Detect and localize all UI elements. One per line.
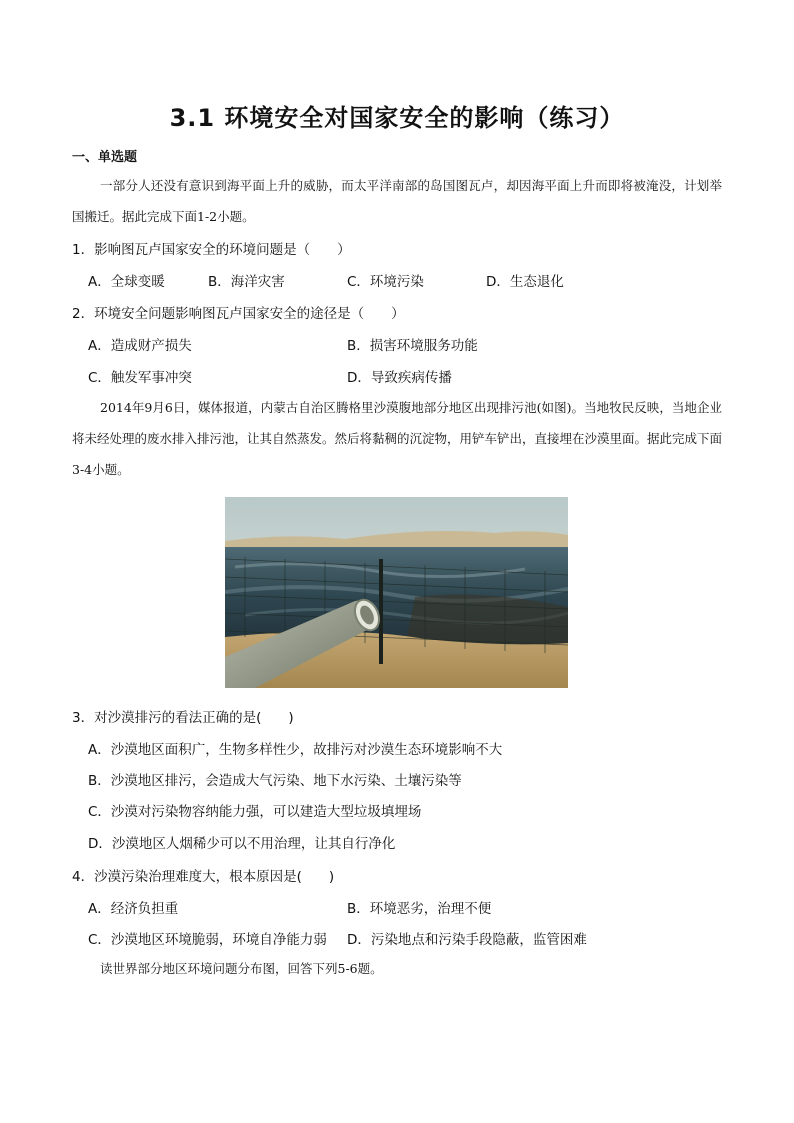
q4-option-d: D．污染地点和污染手段隐蔽，监管困难 xyxy=(347,932,587,948)
question-1-stem: 1．影响图瓦卢国家安全的环境问题是（ ） xyxy=(72,242,351,258)
q2-option-d: D．导致疾病传播 xyxy=(347,370,452,386)
q2-option-a: A．造成财产损失 xyxy=(88,338,192,354)
q4-option-a: A．经济负担重 xyxy=(88,901,179,917)
section-heading: 一、单选题 xyxy=(72,150,138,165)
q3-option-b: B．沙漠地区排污，会造成大气污染、地下水污染、土壤污染等 xyxy=(88,773,462,789)
q1-option-c: C．环境污染 xyxy=(347,274,424,290)
desert-sewage-pool-photo xyxy=(225,497,568,688)
question-3-stem: 3．对沙漠排污的看法正确的是( ) xyxy=(72,710,294,726)
q2-option-c: C．触发军事冲突 xyxy=(88,370,192,386)
q4-option-c: C．沙漠地区环境脆弱，环境自净能力弱 xyxy=(88,932,327,948)
q3-option-a: A．沙漠地区面积广，生物多样性少，故排污对沙漠生态环境影响不大 xyxy=(88,742,503,758)
q1-option-b: B．海洋灾害 xyxy=(208,274,285,290)
q3-option-d: D．沙漠地区人烟稀少可以不用治理，让其自行净化 xyxy=(88,836,396,852)
q4-option-b: B．环境恶劣，治理不便 xyxy=(347,901,492,917)
passage-desert-pollution: 2014年9月6日，媒体报道，内蒙古自治区腾格里沙漠腹地部分地区出现排污池(如图)。当地牧民反映，当地企业将未经处理的废水排入排污池，让其自然蒸发。然后将黏稠的沉淀物，用铲车铲出，直接埋在沙漠里面。据此完成下面3-4小题。 xyxy=(72,400,723,477)
q1-option-d: D．生态退化 xyxy=(486,274,564,290)
q3-option-c: C．沙漠对污染物容纳能力强，可以建造大型垃圾填埋场 xyxy=(88,804,422,820)
passage-tuvalu: 一部分人还没有意识到海平面上升的威胁，而太平洋南部的岛国图瓦卢，却因海平面上升而即将被淹没，计划举国搬迁。据此完成下面1-2小题。 xyxy=(72,178,722,224)
question-2-stem: 2．环境安全问题影响图瓦卢国家安全的途径是（ ） xyxy=(72,306,405,322)
question-4-stem: 4．沙漠污染治理难度大，根本原因是( ) xyxy=(72,869,335,885)
q1-option-a: A．全球变暖 xyxy=(88,274,165,290)
passage-world-map-intro: 读世界部分地区环境问题分布图，回答下列5-6题。 xyxy=(100,961,383,976)
page-title: 3.1 环境安全对国家安全的影响（练习） xyxy=(169,104,625,132)
q2-option-b: B．损害环境服务功能 xyxy=(347,338,478,354)
